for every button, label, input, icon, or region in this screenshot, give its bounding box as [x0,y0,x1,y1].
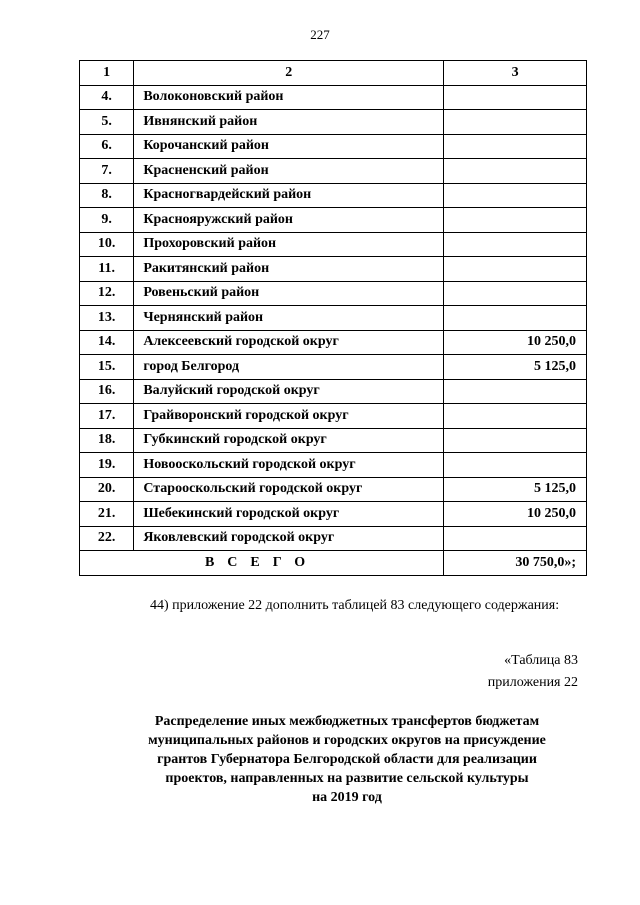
table-reference-line-2: приложения 22 [487,675,578,690]
row-number-cell: 4. [80,85,134,110]
amount-cell [444,232,587,257]
row-number-cell: 16. [80,379,134,404]
district-name-cell: Шебекинский городской округ [134,502,444,527]
row-number-cell: 22. [80,526,134,551]
table-row [80,134,587,159]
district-name-cell: Грайворонский городской округ [134,404,444,429]
title-line: Распределение иных межбюджетных трансфертов бюджетам [154,714,540,729]
amount-cell [444,183,587,208]
district-name-cell: Валуйский городской округ [134,379,444,404]
district-name-cell: Ивнянский район [134,110,444,135]
amount-cell [444,428,587,453]
row-number-cell: 12. [80,281,134,306]
table-row [80,306,587,331]
amount-cell: 5 125,0 [444,355,587,380]
amount-cell [444,379,587,404]
amount-cell [444,110,587,135]
district-name-cell: Алексеевский городской округ [134,330,444,355]
row-number-cell: 9. [80,208,134,233]
table-row [80,281,587,306]
table-row [80,110,587,135]
table-reference [488,650,578,694]
table-body [80,85,587,551]
amount-cell [444,159,587,184]
district-name-cell: город Белгород [134,355,444,380]
district-name-cell: Старооскольский городской округ [134,477,444,502]
budget-table [79,60,587,576]
district-name-cell: Красногвардейский район [134,183,444,208]
table-row [80,208,587,233]
amount-cell: 10 250,0 [444,330,587,355]
table-row [80,428,587,453]
row-number-cell: 11. [80,257,134,282]
row-number-cell: 19. [80,453,134,478]
amount-cell: 10 250,0 [444,502,587,527]
header-col-2: 2 [134,61,444,86]
amount-cell [444,208,587,233]
page-number: 227 [310,27,330,42]
title-line: проектов, направленных на развитие сельской культуры [165,771,529,786]
row-number-cell: 13. [80,306,134,331]
district-name-cell: Краснояружский район [134,208,444,233]
amount-cell [444,306,587,331]
amendment-instruction: 44) приложение 22 дополнить таблицей 83 следующего содержания: [150,598,560,613]
district-name-cell: Яковлевский городской округ [134,526,444,551]
row-number-cell: 10. [80,232,134,257]
row-number-cell: 17. [80,404,134,429]
amount-cell: 5 125,0 [444,477,587,502]
table-row [80,257,587,282]
amount-cell [444,453,587,478]
district-name-cell: Корочанский район [134,134,444,159]
row-number-cell: 5. [80,110,134,135]
table-header-row [80,61,587,86]
table-row [80,183,587,208]
table-row [80,379,587,404]
amount-cell [444,404,587,429]
district-name-cell: Волоконовский район [134,85,444,110]
document-title [112,712,582,807]
title-line: грантов Губернатора Белгородской области для реализации [157,752,537,767]
row-number-cell: 15. [80,355,134,380]
district-name-cell: Красненский район [134,159,444,184]
title-line: муниципальных районов и городских округов на присуждение [148,733,546,748]
table-row [80,526,587,551]
row-number-cell: 18. [80,428,134,453]
table-row [80,502,587,527]
table-row [80,232,587,257]
table-row [80,159,587,184]
table-row [80,453,587,478]
header-col-1: 1 [80,61,134,86]
district-name-cell: Прохоровский район [134,232,444,257]
table-row [80,85,587,110]
amount-cell [444,85,587,110]
district-name-cell: Чернянский район [134,306,444,331]
row-number-cell: 14. [80,330,134,355]
district-name-cell: Новооскольский городской округ [134,453,444,478]
table-row [80,355,587,380]
amount-cell [444,257,587,282]
table-row [80,330,587,355]
amount-cell [444,134,587,159]
header-col-3: 3 [444,61,587,86]
district-name-cell: Ровеньский район [134,281,444,306]
district-name-cell: Ракитянский район [134,257,444,282]
row-number-cell: 20. [80,477,134,502]
row-number-cell: 21. [80,502,134,527]
amount-cell [444,526,587,551]
row-number-cell: 6. [80,134,134,159]
row-number-cell: 7. [80,159,134,184]
table-row [80,477,587,502]
table-reference-line-1: «Таблица 83 [504,653,578,668]
row-number-cell: 8. [80,183,134,208]
total-label: ВСЕГО [80,551,444,576]
total-value: 30 750,0»; [444,551,587,576]
district-name-cell: Губкинский городской округ [134,428,444,453]
amount-cell [444,281,587,306]
table-row [80,404,587,429]
total-row [80,551,587,576]
title-line: на 2019 год [312,790,382,805]
